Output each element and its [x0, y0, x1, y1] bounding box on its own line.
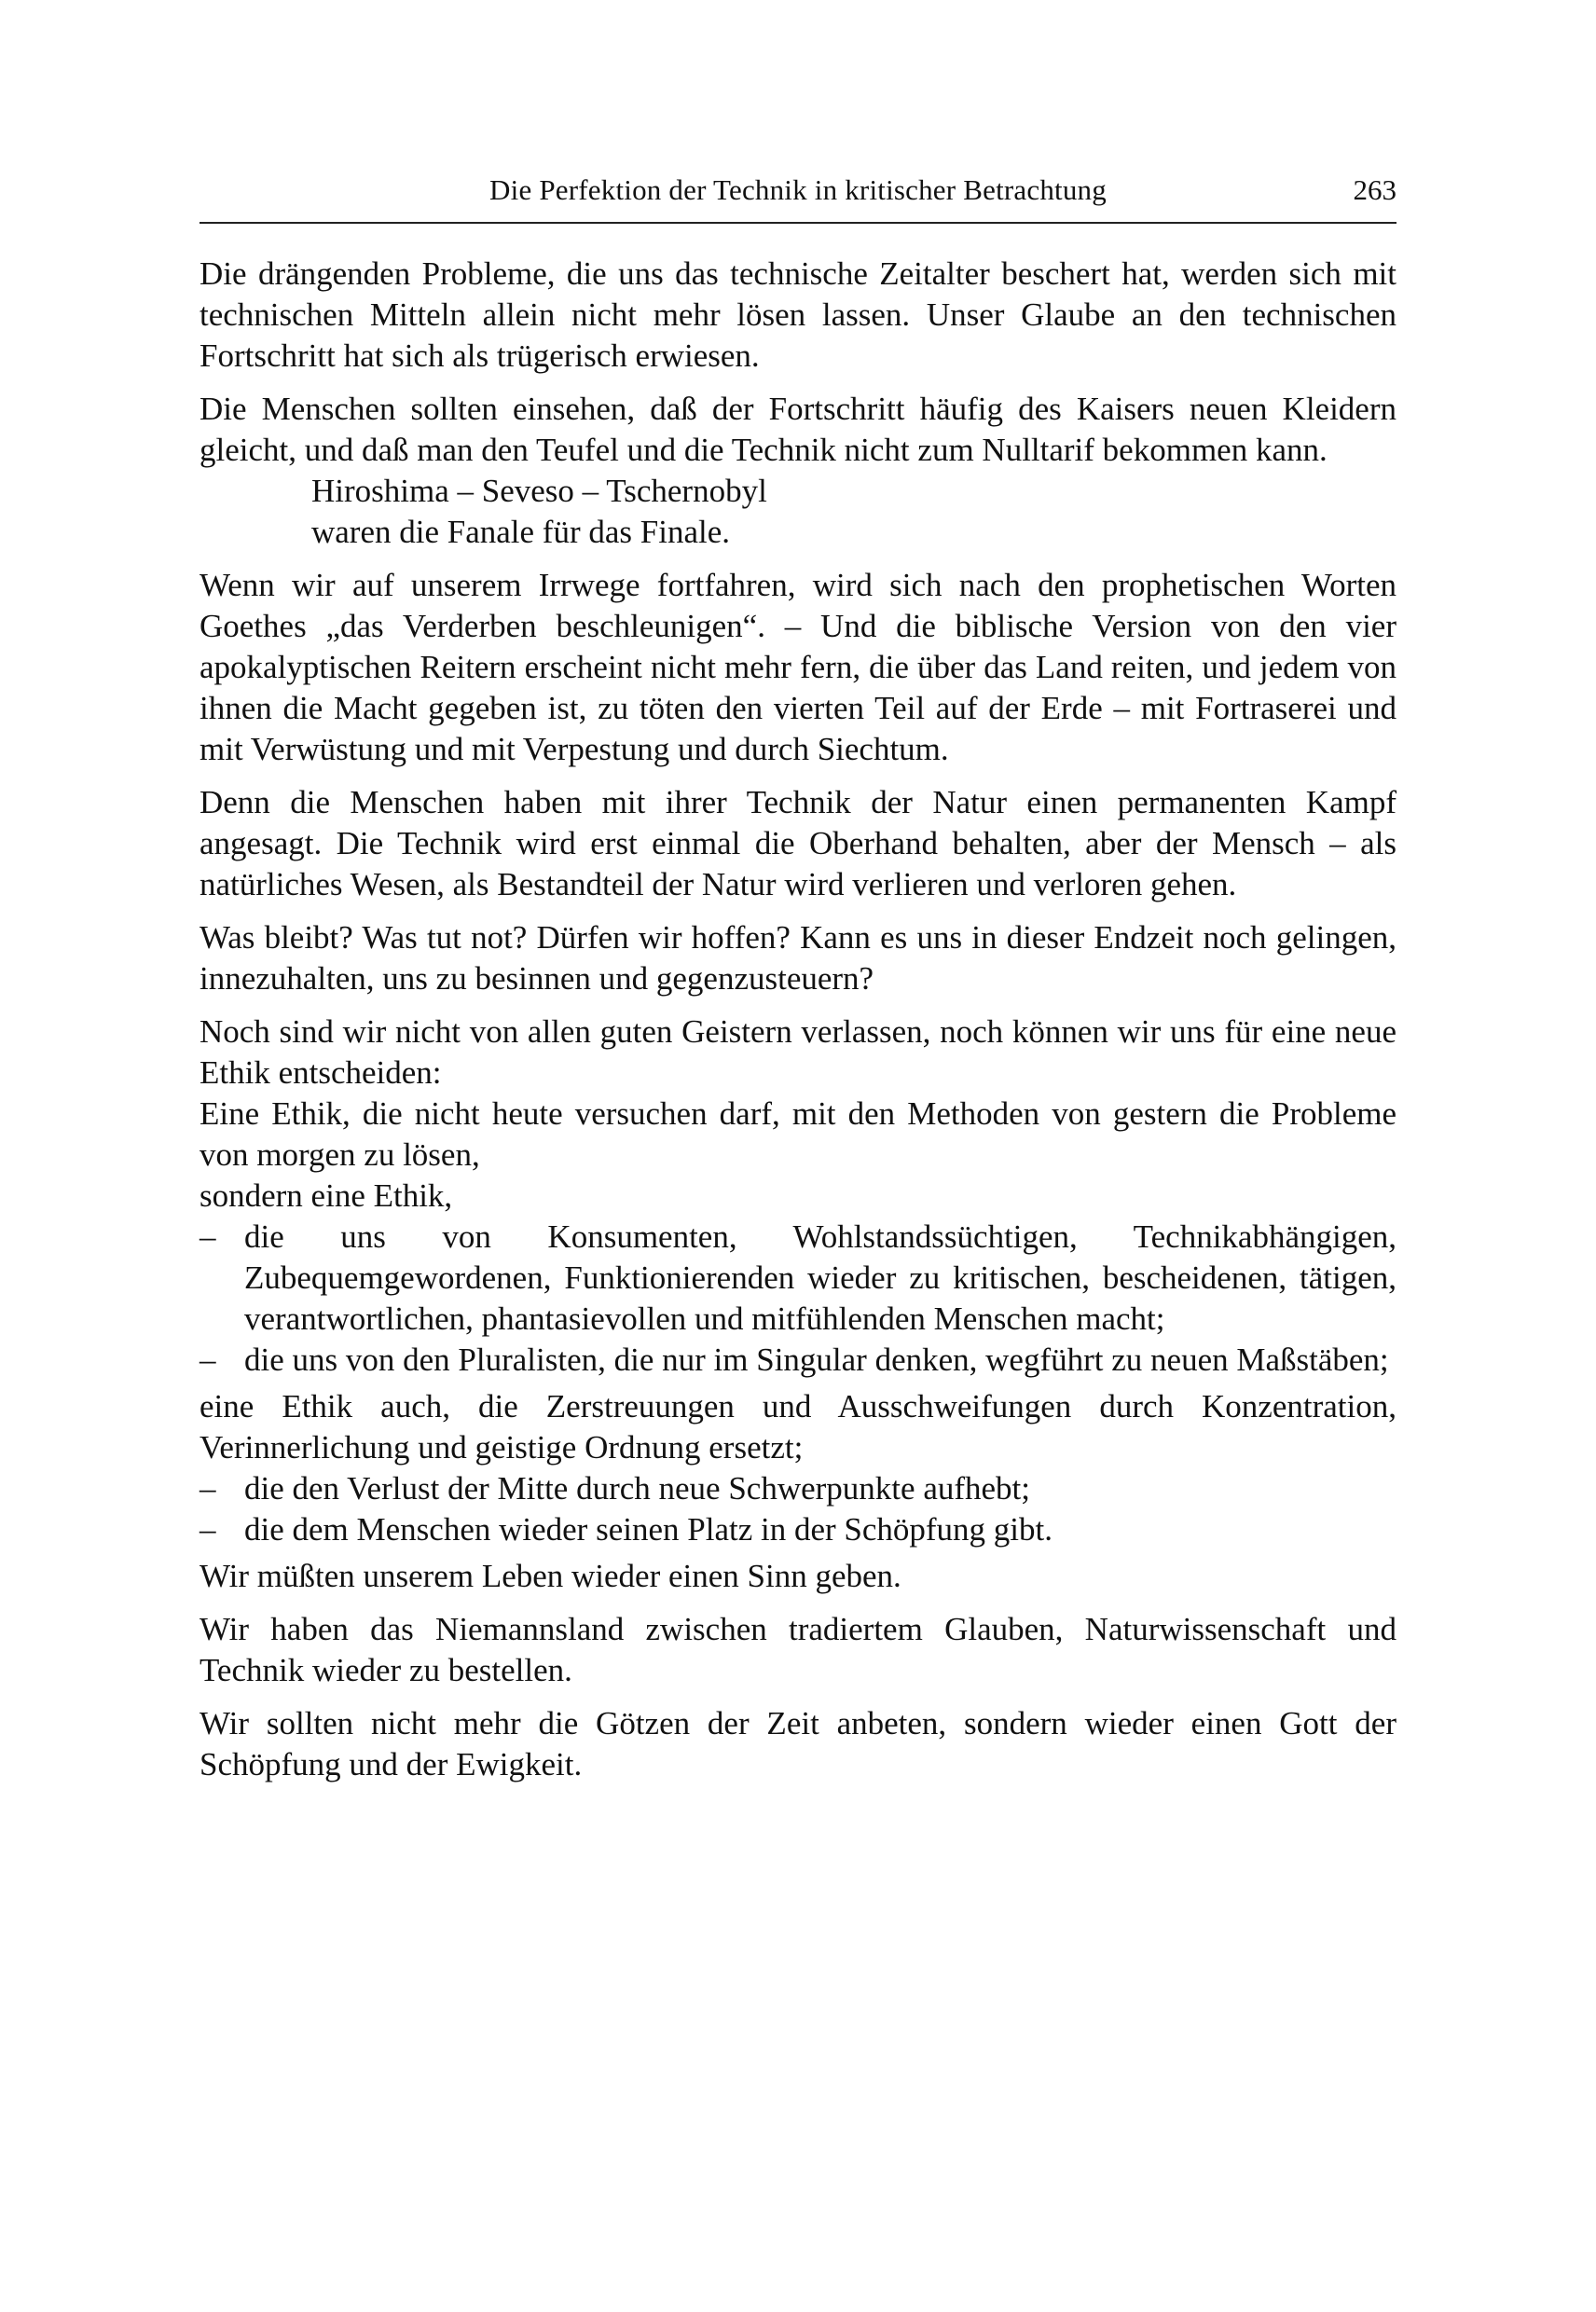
- paragraph-4: Denn die Menschen haben mit ihrer Technik der Natur einen permanenten Kampf angesagt. Die Technik wird erst einmal die Oberhand behalten, aber der Mensch – als natürliches Wesen, als Bestandteil der Natur wird verlieren und verloren gehen.: [200, 784, 1396, 902]
- paragraph-9: eine Ethik auch, die Zerstreuungen und Ausschweifungen durch Konzentration, Verinnerlichung und geistige Ordnung ersetzt;: [200, 1388, 1396, 1466]
- list-item: [200, 1217, 1396, 1340]
- paragraph-3: Wenn wir auf unserem Irrwege fortfahren, wird sich nach den prophetischen Worten Goethes „das Verderben beschleunigen“. – Und die biblische Version von den vier apokalyptischen Reitern erscheint nicht mehr fern, die über das Land reiten, und jedem von ihnen die Macht gegeben ist, zu töten den vierten Teil auf der Erde – mit Fortraserei und mit Verwüstung und mit Verpestung und durch Siechtum.: [200, 567, 1396, 767]
- paragraph-10: Wir müßten unserem Leben wieder einen Sinn geben.: [200, 1558, 901, 1594]
- paragraph-11: Wir haben das Niemannsland zwischen tradiertem Glauben, Naturwissenschaft und Technik wieder zu bestellen.: [200, 1611, 1396, 1688]
- verse-line-1: Hiroshima – Seveso – Tschernobyl: [311, 473, 767, 509]
- verse-line-2: waren die Fanale für das Finale.: [311, 514, 731, 550]
- dash-bullet: –: [200, 1470, 216, 1507]
- running-title: Die Perfektion der Technik in kritischer Betrachtung: [489, 173, 1107, 206]
- paragraph-1: Die drängenden Probleme, die uns das technische Zeitalter beschert hat, werden sich mit technischen Mitteln allein nicht mehr lösen lassen. Unser Glaube an den technischen Fortschritt hat sich als trügerisch erwiesen.: [200, 255, 1396, 374]
- dash-bullet: –: [200, 1218, 216, 1255]
- dash-list-2: [200, 1468, 1396, 1550]
- list-item-text: die uns von Konsumenten, Wohlstandssüchtigen, Technikabhängigen, Zubequemgewordenen, Funktionierenden wieder zu kritischen, bescheidenen, tätigen, verantwortlichen, phantasievollen und mitfühlenden Menschen macht;: [244, 1218, 1396, 1337]
- list-item-text: die den Verlust der Mitte durch neue Schwerpunkte aufhebt;: [244, 1470, 1030, 1507]
- dash-list-1: [200, 1217, 1396, 1381]
- dash-bullet: –: [200, 1342, 216, 1378]
- verse-block: [311, 471, 1396, 553]
- list-item-text: die dem Menschen wieder seinen Platz in der Schöpfung gibt.: [244, 1511, 1053, 1548]
- paragraph-8: sondern eine Ethik,: [200, 1177, 453, 1214]
- paragraph-6: Noch sind wir nicht von allen guten Geistern verlassen, noch können wir uns für eine neue Ethik entscheiden:: [200, 1013, 1396, 1091]
- dash-bullet: –: [200, 1511, 216, 1548]
- paragraph-12: Wir sollten nicht mehr die Götzen der Zeit anbeten, sondern wieder einen Gott der Schöpfung und der Ewigkeit.: [200, 1705, 1396, 1782]
- list-item: [200, 1468, 1396, 1509]
- list-item-text: die uns von den Pluralisten, die nur im Singular denken, wegführt zu neuen Maßstäben;: [244, 1342, 1389, 1378]
- page-header: [200, 173, 1396, 220]
- header-rule: [200, 222, 1396, 224]
- paragraph-2: Die Menschen sollten einsehen, daß der Fortschritt häufig des Kaisers neuen Kleidern gleicht, und daß man den Teufel und die Technik nicht zum Nulltarif bekommen kann.: [200, 391, 1396, 468]
- list-item: [200, 1340, 1396, 1381]
- paragraph-7: Eine Ethik, die nicht heute versuchen darf, mit den Methoden von gestern die Probleme von morgen zu lösen,: [200, 1095, 1396, 1173]
- paragraph-5: Was bleibt? Was tut not? Dürfen wir hoffen? Kann es uns in dieser Endzeit noch gelingen, innezuhalten, uns zu besinnen und gegenzusteuern?: [200, 919, 1396, 997]
- body-text: [200, 254, 1396, 1797]
- list-item: [200, 1509, 1396, 1550]
- page-number: 263: [1353, 173, 1396, 206]
